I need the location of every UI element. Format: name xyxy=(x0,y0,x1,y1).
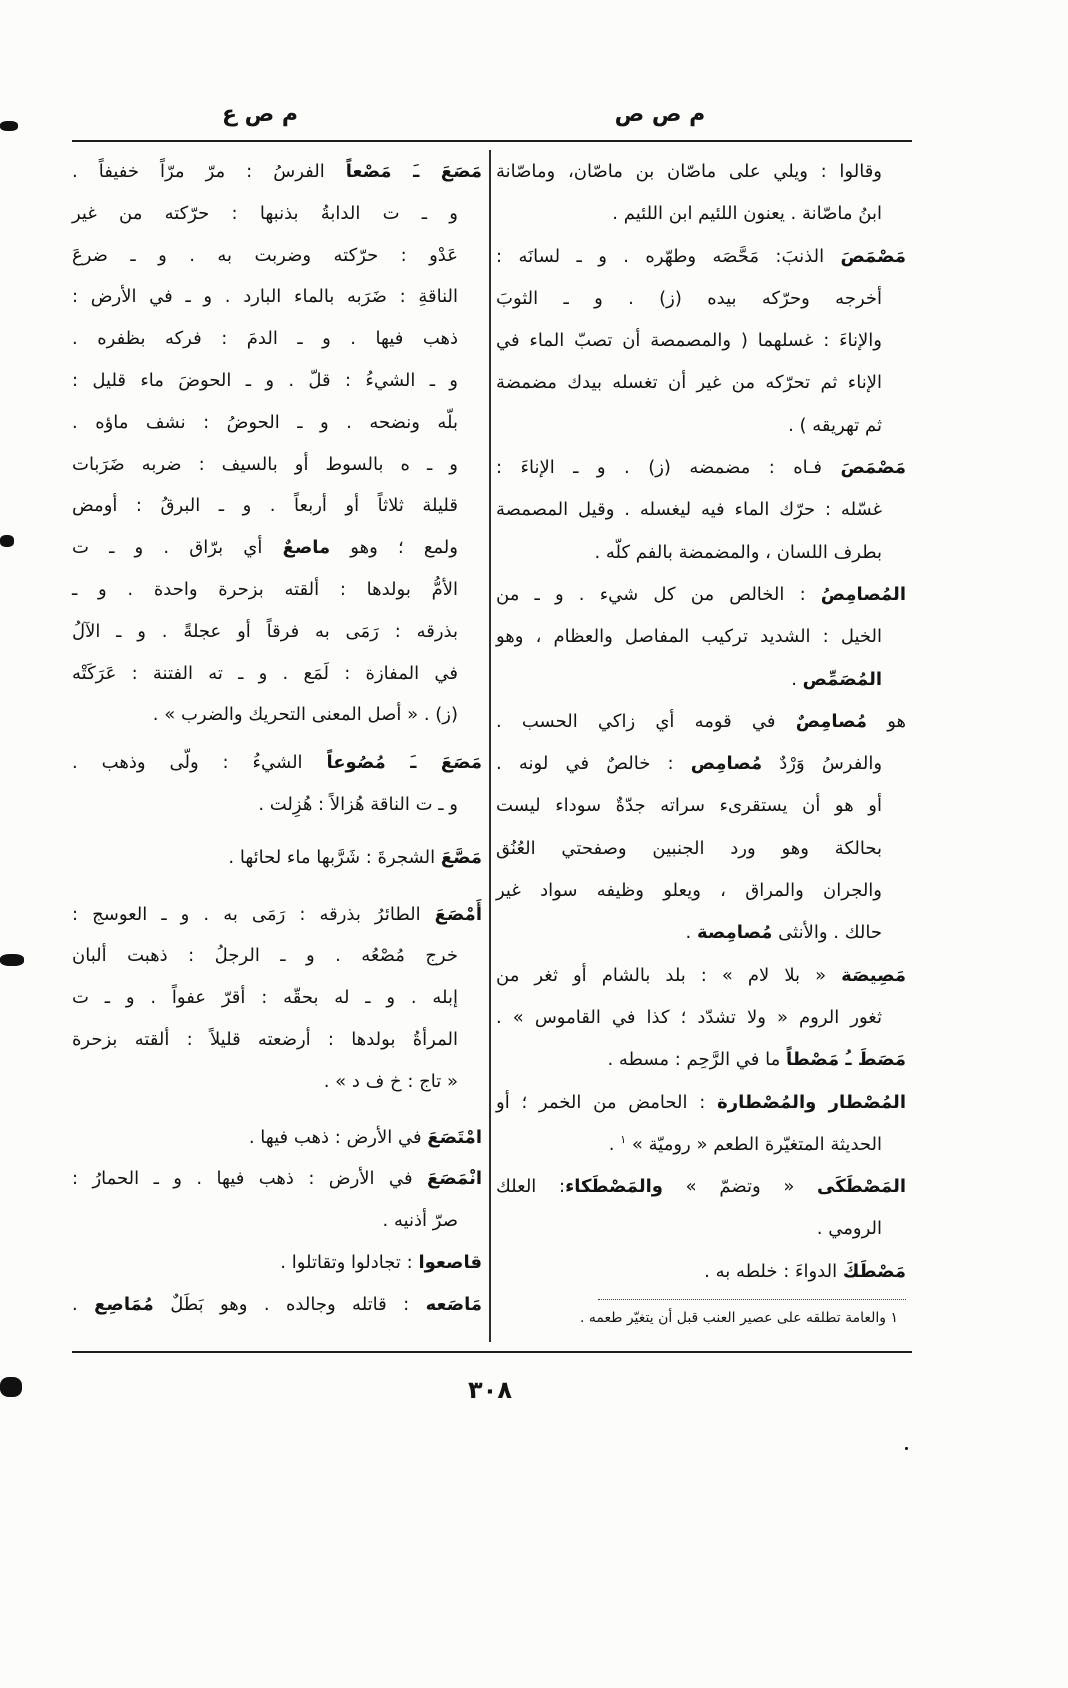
text-line xyxy=(496,1251,906,1293)
entry-text: حالك . والأنثى xyxy=(772,922,882,944)
text-line xyxy=(72,935,482,977)
entry-text: فـاه : مضمضه (ز) . و ـ الإناءَ : xyxy=(496,457,841,479)
entry-text: . xyxy=(72,1293,95,1315)
footnote-number: ١ xyxy=(890,1310,898,1326)
headword: مَصَّعَ xyxy=(440,846,482,868)
text-line xyxy=(72,694,482,736)
entry-text: : تجادلوا وتقاتلوا . xyxy=(280,1251,419,1273)
entry-text: ولمع ؛ وهو xyxy=(330,537,458,559)
headword: مَصْمَصَ xyxy=(840,457,906,479)
headword: مَصْمَصَ xyxy=(840,245,906,267)
entry-text: الدواءَ : خلطه به . xyxy=(704,1260,843,1282)
entry-text: في المفازة : لَمَع . و ـ ته الفتنة : عَرَكَتْه xyxy=(72,662,458,684)
entry-text: : الخالص من كل شيء . و ـ من xyxy=(496,583,821,605)
footnote xyxy=(496,1306,906,1330)
headword: مَصَعَ ـَ مُصُوعاً xyxy=(326,752,482,774)
entry-text: (ز) . « أصل المعنى التحريك والضرب » . xyxy=(152,704,458,726)
headword: مَصَطَ ـُ مَصْطاً xyxy=(785,1049,906,1071)
footnote-text: والعامة تطلقه على عصير العنب قبل أن يتغيّر طعمه . xyxy=(579,1310,887,1326)
headword: مُصامِصة xyxy=(697,922,773,944)
text-line xyxy=(72,235,482,277)
scan-mark xyxy=(0,954,24,966)
text-line xyxy=(496,574,906,616)
text-line xyxy=(72,193,482,235)
entry-text: قليلة ثلاثاً أو أربعاً . و ـ البرقُ : أومض xyxy=(72,495,458,517)
entry-text: . xyxy=(685,922,697,944)
footnote-rule xyxy=(598,1299,906,1300)
text-line xyxy=(496,955,906,997)
entry-text: . xyxy=(608,1133,621,1155)
headword: مُمَاصِع xyxy=(94,1293,154,1315)
text-line xyxy=(72,1061,482,1103)
entry-text: الناقةِ : ضَرَبه بالماء البارد . و ـ في الأرض : xyxy=(72,286,458,308)
entry-text: هو xyxy=(867,710,907,732)
text-line xyxy=(496,447,906,489)
text-line xyxy=(72,1158,482,1200)
entry-text: بطرف اللسان ، والمضمضة بالفم كلّه . xyxy=(594,541,882,563)
footnote-marker: ١ xyxy=(620,1132,627,1146)
text-line xyxy=(72,360,482,402)
text-line xyxy=(496,659,906,701)
text-line xyxy=(496,1124,906,1166)
text-line xyxy=(496,912,906,954)
entry-text: . xyxy=(791,668,803,690)
text-line xyxy=(496,489,906,531)
entry-text: « بلا لام » : بلد بالشام أو ثغر من xyxy=(496,964,842,986)
entry-text: « تاج : خ ف د » . xyxy=(323,1070,458,1092)
text-line xyxy=(496,870,906,912)
headword: قاصعوا xyxy=(418,1251,482,1273)
entry-text: ثغور الروم « ولا تشدّد ؛ كذا في القاموس » . xyxy=(496,1006,882,1028)
entry-text: أي برّاق . و ـ ت xyxy=(72,537,283,559)
text-line xyxy=(72,611,482,653)
column-divider xyxy=(489,150,491,1342)
entry-text: : العلك xyxy=(496,1176,566,1198)
text-line xyxy=(496,997,906,1039)
text-line xyxy=(72,402,482,444)
text-line xyxy=(72,1200,482,1242)
entry-text: المرأةُ بولدها : أرضعته قليلاً : ألقته بزحرة xyxy=(72,1028,458,1050)
text-line xyxy=(72,527,482,569)
text-line xyxy=(72,276,482,318)
text-line xyxy=(496,405,906,447)
entry-text: : خالصٌ في لونه . xyxy=(496,753,691,775)
text-line xyxy=(72,742,482,784)
text-line xyxy=(496,701,906,743)
scan-mark xyxy=(0,1377,22,1397)
entry-text: : قاتله وجالده . وهو بَطَلٌ xyxy=(153,1293,426,1315)
text-line xyxy=(72,1117,482,1159)
headword: أَمْصَعَ xyxy=(434,903,482,925)
text-line xyxy=(72,653,482,695)
headword: مَصْطَكَ xyxy=(842,1260,906,1282)
entry-text: ثم تهريقه ) . xyxy=(788,414,882,436)
entry-text: و ـ ه بالسوط أو بالسيف : ضربه ضَرَبات xyxy=(72,453,458,475)
text-line xyxy=(72,837,482,879)
entry-text: والإناءَ : غسلهما ( والمصمصة أن تصبّ الماء في xyxy=(496,330,882,352)
text-line xyxy=(496,743,906,785)
headword: انْمَصَعَ xyxy=(426,1168,482,1190)
entry-text: الرومي . xyxy=(816,1218,882,1240)
text-line xyxy=(72,318,482,360)
entry-text: والفرسُ وَرْدٌ xyxy=(762,753,883,775)
entry-text: الخيل : الشديد تركيب المفاصل والعظام ، وهو xyxy=(496,626,882,648)
text-line xyxy=(72,894,482,936)
entry-text: بذرقه : رَمَى به فرقاً أو عجلةً . و ـ الآلُ xyxy=(72,620,458,642)
entry-text: الطائرُ بذرقه : رَمَى به . و ـ العوسج : xyxy=(72,903,435,925)
text-line xyxy=(72,1019,482,1061)
entry-text: خرج مُصْعُه . و ـ الرجلُ : ذهبت ألبان xyxy=(72,945,458,967)
headword: المُصَمِّص xyxy=(802,668,882,690)
entry-text: وقالوا : ويلي على ماصّان بن ماصّان، وماصّانة xyxy=(496,161,882,182)
text-line xyxy=(496,785,906,827)
entry-text: و ـ ت الناقة هُزالاً : هُزِلت . xyxy=(258,793,458,815)
headword: امْتَصَعَ xyxy=(427,1126,482,1148)
entry-text: الذنبَ: مَحَّصَه وطهّره . و ـ لسانَه : xyxy=(496,245,841,267)
text-line xyxy=(496,1208,906,1250)
headword: مَاصَعه xyxy=(425,1293,482,1315)
text-line xyxy=(496,1166,906,1208)
entry-text: و ـ الشيءُ : قلّ . و ـ الحوضَ ماء قليل : xyxy=(72,369,458,391)
entry-text: الشيءُ : ولّى وذهب . xyxy=(72,752,327,774)
entry-text: والجران والمراق ، ويعلو وظيفه سواد غير xyxy=(496,880,882,902)
entry-text: أخرجه وحرّكه بيده (ز) . و ـ الثوبَ xyxy=(496,287,882,309)
entry-text: ذهب فيها . و ـ الدمَ : فركه بظفره . xyxy=(72,328,458,350)
entry-text: الحديثة المتغيّرة الطعم « روميّة » xyxy=(626,1133,882,1155)
text-line xyxy=(496,828,906,870)
scan-mark xyxy=(0,535,14,547)
text-line xyxy=(496,278,906,320)
entry-text: في الأرض : ذهب فيها . و ـ الحمارُ : xyxy=(72,1168,427,1190)
entry-text: بلّه ونضحه . و ـ الحوضُ : نشف ماؤه . xyxy=(72,411,458,433)
entry-text: صرّ أذنيه . xyxy=(382,1210,458,1232)
text-line xyxy=(72,485,482,527)
entry-text: ابنُ ماصّانة . يعنون اللئيم ابن اللئيم . xyxy=(612,203,882,225)
header-rule xyxy=(72,140,912,142)
scan-mark xyxy=(0,121,18,131)
right-column xyxy=(496,151,906,1293)
headword: مُصامِصٌ xyxy=(795,710,868,732)
entry-text: بحالكة وهو ورد الجنبين وصفحتي العُنُق xyxy=(496,837,882,859)
entry-text: ما في الرَّحِم : مسطه . xyxy=(607,1049,786,1071)
text-line xyxy=(496,151,906,193)
entry-text: و ـ ت الدابةُ بذنبها : حرّكته من غير xyxy=(72,202,458,224)
scan-mark xyxy=(905,1447,908,1450)
headword: مُصامِص xyxy=(690,753,763,775)
text-line xyxy=(72,784,482,826)
headword: المَصْطَكَى xyxy=(817,1176,906,1198)
left-column xyxy=(72,151,482,1326)
text-line xyxy=(72,1242,482,1284)
entry-text: إبله . و ـ له بحقّه : أقرّ عفواً . و ـ ت xyxy=(72,987,458,1009)
text-line xyxy=(72,569,482,611)
text-line xyxy=(496,1082,906,1124)
headword: ماصعٌ xyxy=(282,537,331,559)
text-line xyxy=(496,362,906,404)
text-line xyxy=(496,193,906,235)
text-line xyxy=(496,320,906,362)
text-line xyxy=(496,616,906,658)
headword: المُصْطار والمُصْطارة xyxy=(717,1091,906,1113)
headword: مَصَعَ ـَ مَصْعاً xyxy=(345,161,482,182)
text-line xyxy=(72,977,482,1019)
text-line xyxy=(496,1039,906,1081)
entry-text: الإناء ثم تحرّكه من غير أن تغسله بيدك مضمضة xyxy=(496,372,882,394)
text-line xyxy=(72,444,482,486)
entry-text: في قومه أي زاكي الحسب . xyxy=(496,710,796,732)
text-line xyxy=(72,151,482,193)
running-header-left: م ص ع xyxy=(221,102,299,127)
text-line xyxy=(496,532,906,574)
text-line xyxy=(496,236,906,278)
headword: والمَصْطَكاء xyxy=(565,1176,663,1198)
entry-text: « وتضمّ » xyxy=(662,1176,818,1198)
headword: مَصِيصَة xyxy=(841,964,906,986)
entry-text: في الأرض : ذهب فيها . xyxy=(248,1126,428,1148)
entry-text: غسّله : حرّك الماء فيه ليغسله . وقيل المصمصة xyxy=(496,499,882,521)
entry-text: أو هو أن يستقرىء سراته جدّةٌ سوداء ليست xyxy=(496,795,882,817)
entry-text: الأمُّ بولدها : ألقته بزحرة واحدة . و ـ xyxy=(72,578,458,600)
entry-text: : الحامض من الخمر ؛ أو xyxy=(496,1091,718,1113)
entry-text: الشجرةَ : شَرَّبها ماء لحائها . xyxy=(228,846,441,868)
text-line xyxy=(72,1284,482,1326)
entry-text: عَدْو : حرّكته وضربت به . و ـ ضرعَ xyxy=(72,244,458,266)
running-header-right: م ص ص xyxy=(614,102,706,127)
entry-text: الفرسُ : مرّ مرّاً خفيفاً . xyxy=(72,161,346,182)
footer-rule xyxy=(72,1351,912,1353)
headword: المُصامِصُ xyxy=(820,583,906,605)
page-number: ٣٠٨ xyxy=(468,1376,512,1404)
